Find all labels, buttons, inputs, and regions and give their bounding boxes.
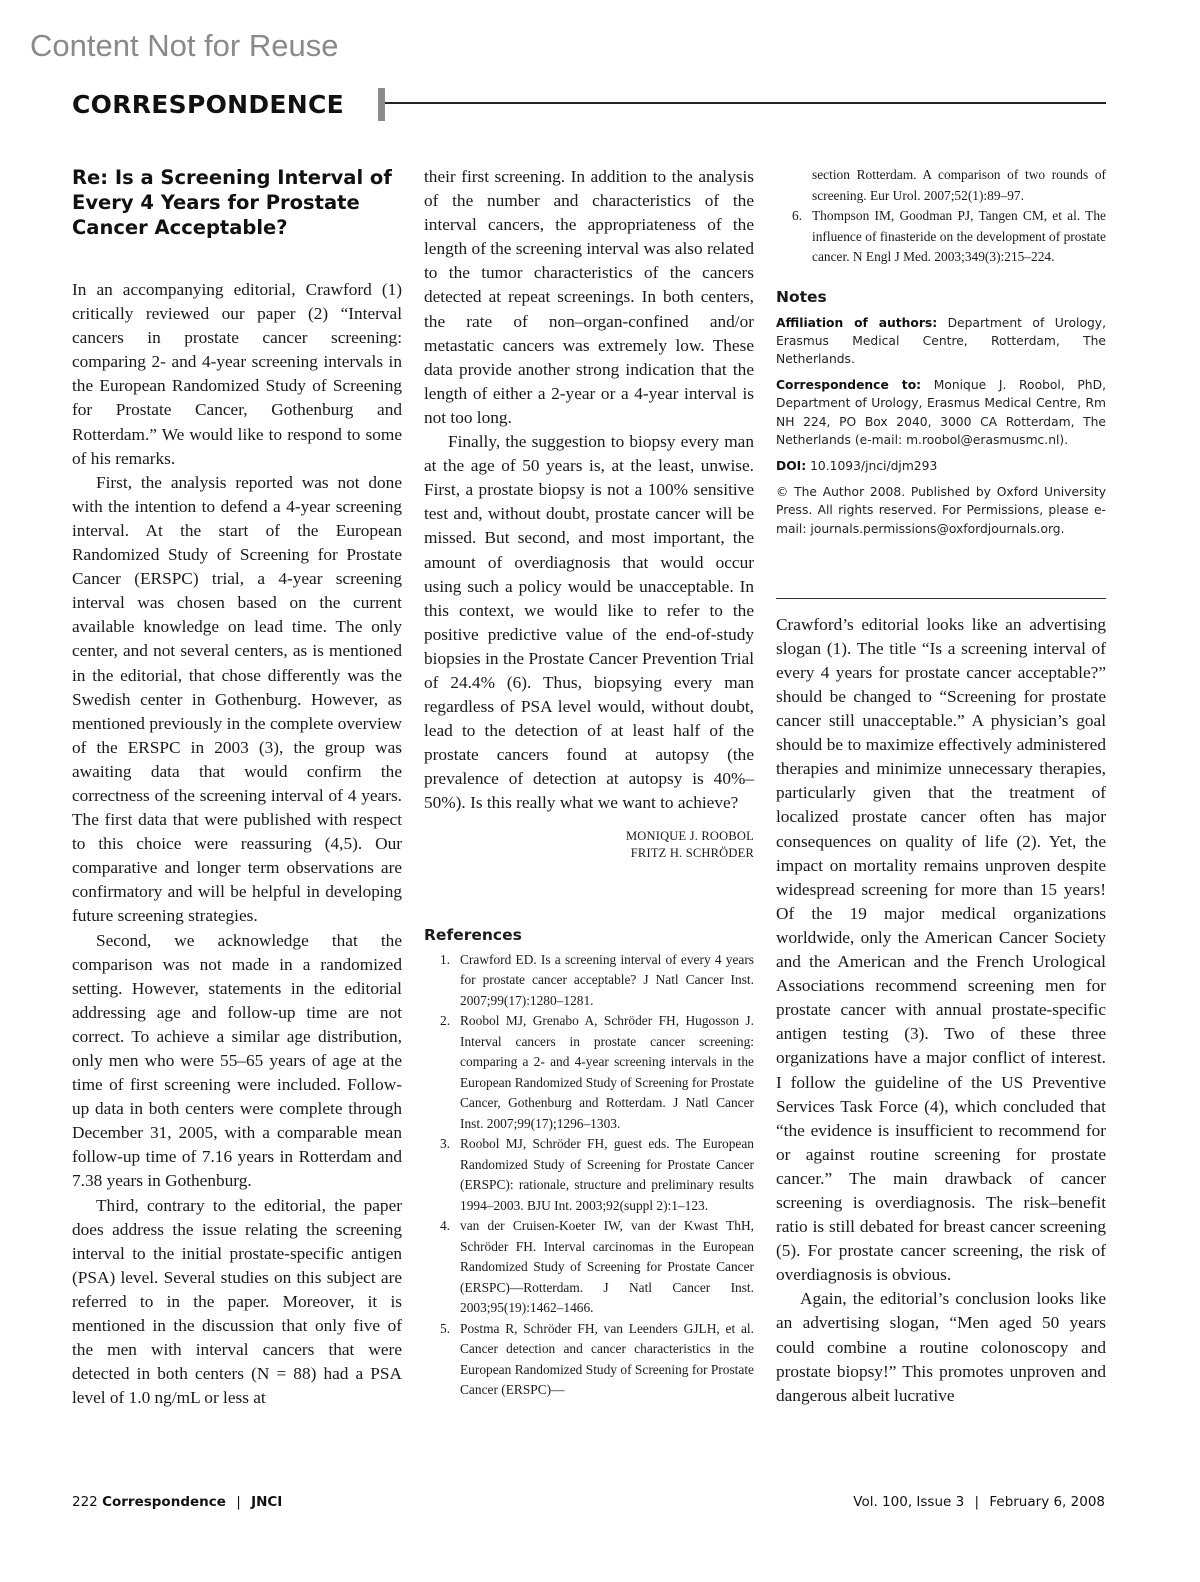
paragraph: Again, the editorial’s conclusion looks like an advertising slogan, “Men aged 50 years could combine a routine colonoscopy and prostate biopsy!” This promotes unproven and dangerous albeit lucrative: [776, 1289, 1106, 1405]
letter-divider: [776, 598, 1106, 599]
reference-item: 1. Crawford ED. Is a screening interval of every 4 years for prostate cancer acceptable? J Natl Cancer Inst. 2007;99(17):1280–1281.: [440, 951, 754, 1008]
note-affiliation: Affiliation of authors: Department of Urology, Erasmus Medical Centre, Rotterdam, The Netherlands.: [776, 315, 1106, 366]
paragraph: First, the analysis reported was not done with the intention to defend a 4-year screening interval. At the start of the European Randomized Study of Screening for Prostate Cancer (ERSPC) trial, a 4-year screening interval was chosen based on the current available knowledge on lead time. The only center, and not several centers, as is mentioned in the editorial, that chose differently was the Swedish center in Gothenburg. However, as mentioned previously in the complete overview of the ERSPC in 2003 (3), the group was awaiting data that would confirm the correctness of the screening interval of 4 years. The first data that were published with respect to this choice were reassuring (4,5). Our comparative and longer term observations are confirmatory and will be helpful in developing future screening strategies.: [72, 472, 402, 926]
section-header: [72, 88, 1106, 124]
notes-heading: Notes: [776, 287, 827, 306]
column-3: [776, 165, 1106, 1408]
paragraph: their first screening. In addition to the analysis of the number and characteristics of the interval cancers, the appropriateness of the length of the screening interval was also related to the tumor characteristics of the cancers detected at repeat screenings. In both centers, the rate of non–organ-confined and/or metastatic cancers was extremely low. These data provide another strong indication that the length of either a 2-year or a 4-year interval is not too long.: [424, 167, 754, 427]
reference-list: [424, 950, 754, 1401]
paragraph: In an accompanying editorial, Crawford (1) critically reviewed our paper (2) “Interval cancers in prostate cancer screening: comparing 2- and 4-year screening intervals in the European Randomized Study of Screening for Prostate Cancer, Gothenburg and Rotterdam.” We would like to respond to some of his remarks.: [72, 280, 402, 468]
reference-item: 4. van der Cruisen-Koeter IW, van der Kwast ThH, Schröder FH. Interval carcinomas in the European Randomized Study of Screening for Prostate Cancer (ERSPC)—Rotterdam. J Natl Cancer Inst. 2003;95(19):1462–1466.: [440, 1218, 754, 1316]
reference-item: 3. Roobol MJ, Schröder FH, guest eds. The European Randomized Study of Screening for Prostate Cancer (ERSPC): rationale, structure and preliminary results 1994–2003. BJU Int. 2003;92(suppl 2):1–123.: [440, 1136, 754, 1213]
footer-issue: Vol. 100, Issue 3: [853, 1494, 965, 1510]
header-rule: [385, 102, 1106, 104]
footer-journal: JNCI: [251, 1494, 283, 1510]
footer-left: [72, 1494, 282, 1510]
column-2: [424, 165, 754, 1401]
second-letter-body: [776, 613, 1106, 1408]
header-bar: [378, 88, 385, 121]
paragraph: Crawford’s editorial looks like an advertising slogan (1). The title “Is a screening interval of every 4 years for prostate cancer acceptable?” should be changed to “Screening for prostate cancer still unacceptable.” A physician’s goal should be to maximize effectively administered therapies and minimize unnecessary therapies, particularly given that the treatment of localized prostate cancer often has major consequences on quality of life (2). Yet, the impact on mortality remains unproven despite widespread screening for more than 15 years! Of the 19 major medical organizations worldwide, only the American Cancer Society and the American and the French Urological Associations recommend screening men for prostate cancer with annual prostate-specific antigen testing (3). Two of these three organizations have a major conflict of interest. I follow the guideline of the US Preventive Services Task Force (4), which concluded that “the evidence is insufficient to recommend for or against routine screening for prostate cancer.” The main drawback of cancer screening is overdiagnosis. The risk–benefit ratio is still debated for breast cancer screening (5). For prostate cancer screening, the risk of overdiagnosis is obvious.: [776, 614, 1106, 1285]
author-signature: [424, 828, 754, 862]
author-name: MONIQUE J. ROOBOL: [625, 828, 754, 843]
footer-right: [853, 1494, 1105, 1510]
watermark: Content Not for Reuse: [30, 28, 339, 63]
reference-item: 6. Thompson IM, Goodman PJ, Tangen CM, et al. The influence of finasteride on the development of prostate cancer. N Engl J Med. 2003;349(3):215–224.: [792, 208, 1106, 264]
article-body-col1: [72, 278, 402, 1410]
page-number: 222: [72, 1494, 98, 1510]
author-name: FRITZ H. SCHRÖDER: [630, 845, 754, 860]
reference-item: 2. Roobol MJ, Grenabo A, Schröder FH, Hugosson J. Interval cancers in prostate cancer screening: comparing a 2- and 4-year screening intervals in the European Randomized Study of Screening for Prostate Cancer, Gothenburg and Rotterdam. J Natl Cancer Inst. 2007;99(17);1296–1303.: [440, 1013, 754, 1131]
reference-continuation: section Rotterdam. A comparison of two rounds of screening. Eur Urol. 2007;52(1):89–97.: [812, 167, 1106, 203]
section-title: CORRESPONDENCE: [72, 90, 345, 119]
note-copyright: © The Author 2008. Published by Oxford University Press. All rights reserved. For Permissions, please e-mail: journals.permissions@oxfordjournals.org.: [776, 485, 1106, 536]
note-correspondence: Correspondence to: Monique J. Roobol, PhD, Department of Urology, Erasmus Medical Centre, Rm NH 224, PO Box 2040, 3000 CA Rotterdam, The Netherlands (e-mail: m.roobol@erasmusmc.nl).: [776, 378, 1106, 447]
footer-separator: |: [974, 1494, 980, 1510]
article-body-col2: [424, 165, 754, 816]
reference-item: 5. Postma R, Schröder FH, van Leenders GJLH, et al. Cancer detection and cancer characteristics in the European Randomized Study of Screening for Prostate Cancer (ERSPC)—: [440, 1320, 754, 1398]
article-title: Re: Is a Screening Interval of Every 4 Years for Prostate Cancer Acceptable?: [72, 166, 392, 239]
references-heading: References: [424, 925, 522, 944]
reference-list-continued: [776, 206, 1106, 268]
footer-separator: |: [236, 1494, 241, 1510]
footer-section: Correspondence: [102, 1494, 226, 1510]
column-1: [72, 165, 402, 1410]
paragraph: Finally, the suggestion to biopsy every man at the age of 50 years is, at the least, unwise. First, a prostate biopsy is not a 100% sensitive test and, without doubt, prostate cancer will be missed. But second, and most important, the amount of overdiagnosis that would occur using such a policy would be unacceptable. In this context, we would like to refer to the positive predictive value of the end-of-study biopsies in the Prostate Cancer Prevention Trial of 24.4% (6). Thus, biopsying every man regardless of PSA level would, without doubt, lead to the detection of at least half of the prostate cancers found at autopsy (the prevalence of detection at autopsy is 40%–50%). Is this really what we want to achieve?: [424, 432, 754, 813]
paragraph: Second, we acknowledge that the comparison was not made in a randomized setting. However, statements in the editorial addressing age and follow-up time are not correct. To achieve a similar age distribution, only men who were 55–65 years of age at the time of first screening were included. Follow-up data in both centers were complete through December 31, 2005, with a comparable mean follow-up time of 7.16 years in Rotterdam and 7.38 years in Gothenburg.: [72, 930, 402, 1191]
footer-date: February 6, 2008: [989, 1494, 1105, 1510]
paragraph: Third, contrary to the editorial, the paper does address the issue relating the screening interval to the initial prostate-specific antigen (PSA) level. Several studies on this subject are referred to in the paper. Moreover, it is mentioned in the discussion that only five of the men with interval cancers that were detected in both centers (N = 88) had a PSA level of 1.0 ng/mL or less at: [72, 1195, 402, 1408]
note-doi: DOI: 10.1093/jnci/djm293: [776, 458, 938, 473]
